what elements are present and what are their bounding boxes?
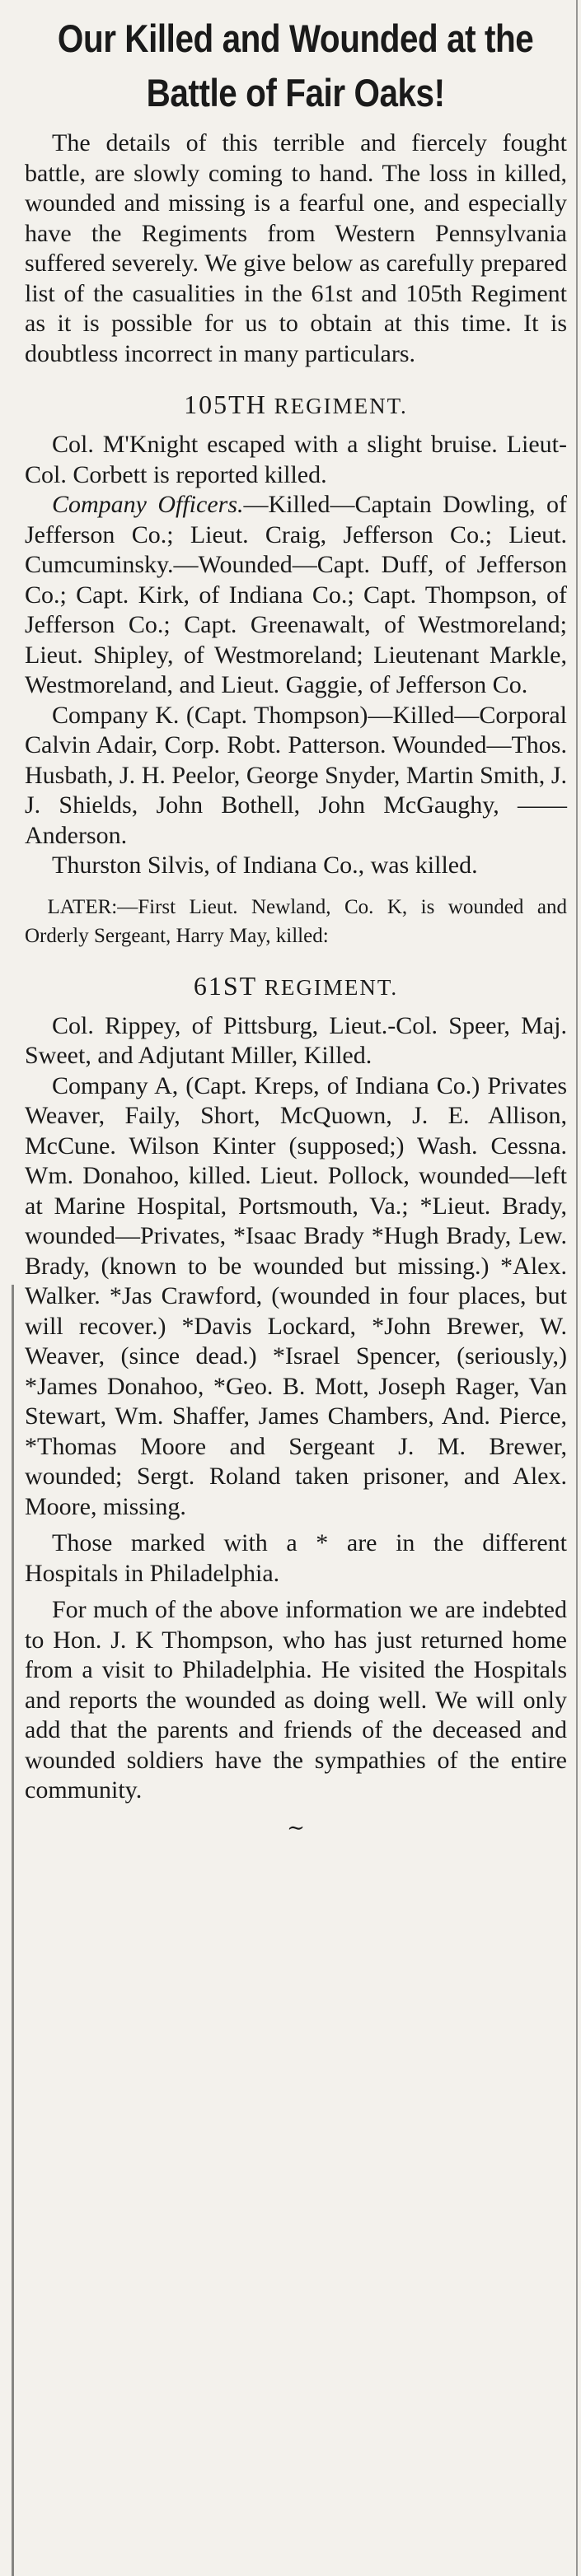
officers-text: —Killed—Captain Dowling, of Jefferson Co.; Lieut. Craig, Jefferson Co.; Lieut. Cumcuminsky.—Wounded—Capt. Duff, of Jefferson Co.; Capt. Kirk, of Indiana Co.; Capt. Thompson, of Jefferson Co.; Capt. Greenawalt, of Westmoreland; Lieut. Shipley, of Westmoreland; Lieutenant Markle, Westmoreland, and Lieut. Gaggie, of Jefferson Co. (25, 491, 567, 698)
column-rule-left (12, 1285, 14, 2576)
closing-paragraph: For much of the above information we are indebted to Hon. J. K Thompson, who has just returned home from a visit to Philadelphia. He visited the Hospitals and reports the wounded as doing well. We will only add that the parents and friends of the deceased and wounded soldiers have the sympathies of the entire community. (25, 1596, 567, 1804)
article-column (25, 12, 567, 1841)
article-headline: Our Killed and Wounded at the Battle of Fair Oaks! (58, 16, 534, 114)
regiment-105-company-k: Company K. (Capt. Thompson)—Killed—Corporal Calvin Adair, Corp. Robt. Patterson. Wounded—Thos. Husbath, J. H. Peelor, George Snyder, Martin Smith, J. J. Shields, John Bothell, John McGaughy, —— Anderson. (25, 701, 567, 849)
regiment-61-number: 61ST (193, 970, 258, 1001)
regiment-105-heading (25, 389, 567, 422)
regiment-61-word: REGIMENT. (264, 974, 399, 1000)
regiment-105-later: LATER:—First Lieut. Newland, Co. K, is wounded and Orderly Sergeant, Harry May, killed: (25, 895, 567, 947)
intro-paragraph: The details of this terrible and fiercely fought battle, are slowly coming to hand. The loss in killed, wounded and missing is a fearful one, and especially have the Regiments from Western Pennsylvania suffered severely. We give below as carefully prepared list of the casualities in the 61st and 105th Regiment as it is possible for us to obtain at this time. It is doubtless incorrect in many particulars. (25, 129, 567, 367)
end-mark-ornament: ∼ (287, 1815, 305, 1840)
regiment-105-word: REGIMENT. (274, 394, 408, 418)
regiment-105-colonel: Col. M'Knight escaped with a slight bruise. Lieut-Col. Corbett is reported killed. (25, 431, 567, 488)
hospitals-note: Those marked with a * are in the different Hospitals in Philadelphia. (25, 1529, 567, 1587)
regiment-61-colonel: Col. Rippey, of Pittsburg, Lieut.-Col. Speer, Maj. Sweet, and Adjutant Miller, Killed. (25, 1011, 567, 1069)
regiment-105-thurston: Thurston Silvis, of Indiana Co., was killed. (52, 852, 478, 879)
column-rule-right (576, 0, 578, 2576)
regiment-61-company-a: Company A, (Capt. Kreps, of Indiana Co.) Privates Weaver, Faily, Short, McQuown, J. E. Allison, McCune. Wilson Kinter (supposed;) Wash. Cessna. Wm. Donahoo, killed. Lieut. Pollock, wounded—left at Marine Hospital, Portsmouth, Va.; *Lieut. Brady, wounded—Privates, *Isaac Brady *Hugh Brady, Lew. Brady, (known to be wounded but missing.) *Alex. Walker. *Jas Crawford, (wounded in four places, but will recover.) *Davis Lockard, *John Brewer, W. Weaver, (since dead.) *Israel Spencer, (seriously,) *James Donahoo, *Geo. B. Mott, Joseph Rager, Van Stewart, Wm. Shaffer, James Chambers, And. Pierce, *Thomas Moore and Sergeant J. M. Brewer, wounded; Sergt. Roland taken prisoner, and Alex. Moore, missing. (25, 1071, 567, 1520)
officers-lead: Company Officers. (52, 491, 244, 518)
regiment-105-officers (25, 490, 567, 701)
regiment-61-heading (25, 970, 567, 1003)
regiment-105-number: 105TH (184, 390, 267, 419)
